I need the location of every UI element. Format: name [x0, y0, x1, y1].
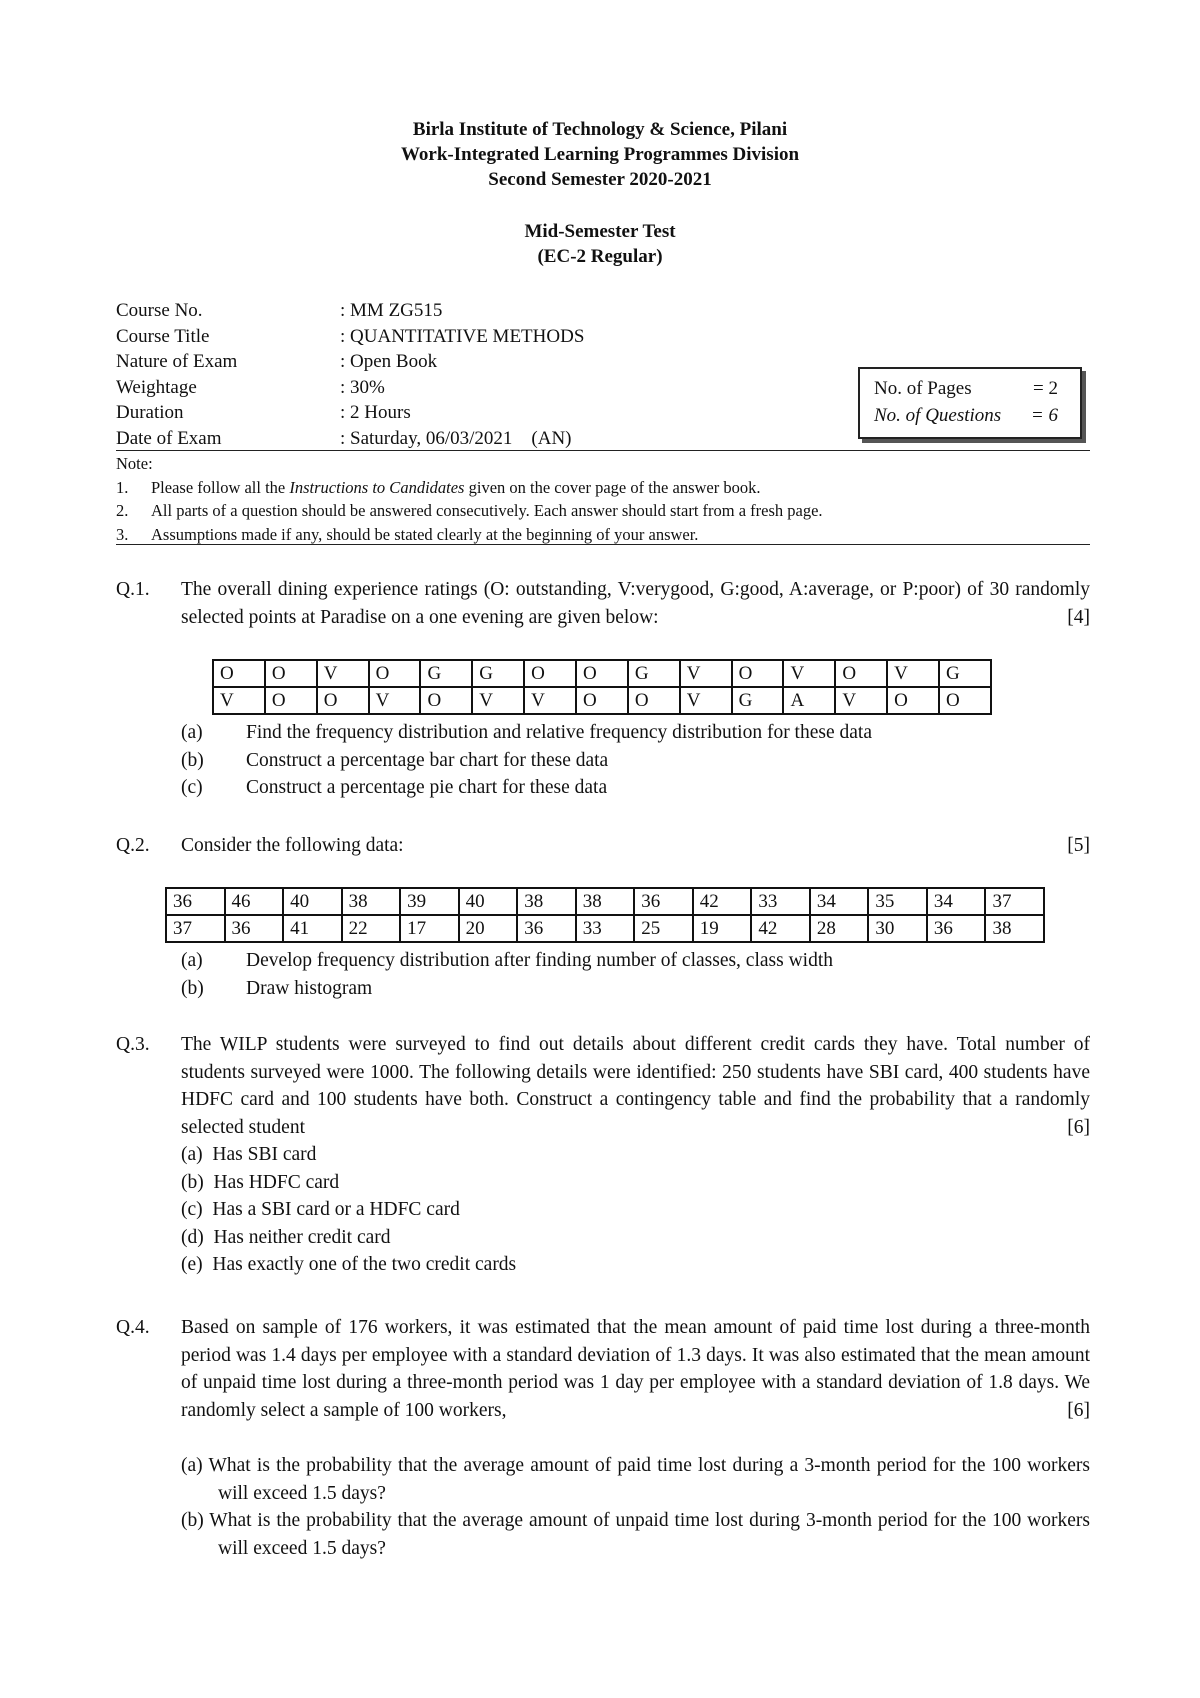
table-cell: 38	[342, 888, 401, 915]
table-cell: V	[524, 687, 576, 714]
table-cell: O	[265, 687, 317, 714]
table-cell: G	[939, 660, 991, 687]
table-cell: O	[265, 660, 317, 687]
sub-part: (d) Has neither credit card	[181, 1226, 391, 1248]
test-type: (EC-2 Regular)	[537, 246, 663, 267]
data-table	[165, 887, 1045, 943]
table-cell: 17	[400, 915, 459, 942]
table-cell: G	[628, 660, 680, 687]
table-cell: 25	[634, 915, 693, 942]
sub-part: (b) Has HDFC card	[181, 1171, 340, 1193]
table-cell: 38	[517, 888, 576, 915]
divider	[116, 544, 1090, 545]
q4-parts	[181, 1452, 1090, 1562]
meta-key: Course No.	[116, 300, 203, 321]
question-marks: [6]	[1067, 1399, 1090, 1421]
table-cell: O	[628, 687, 680, 714]
meta-value: : Open Book	[340, 351, 438, 372]
question-marks: [6]	[1067, 1116, 1090, 1138]
sub-part: (c) Has a SBI card or a HDFC card	[181, 1199, 460, 1220]
table-cell: 38	[576, 888, 635, 915]
table-cell: 37	[166, 915, 225, 942]
meta-key: Course Title	[116, 325, 210, 347]
table-cell: 28	[810, 915, 869, 942]
sub-part: (e) Has exactly one of the two credit cards	[181, 1254, 517, 1275]
table-cell: 40	[459, 888, 518, 915]
meta-key: Date of Exam	[116, 427, 222, 449]
table-cell: G	[472, 660, 524, 687]
table-row	[166, 915, 1044, 942]
table-cell: 46	[225, 888, 284, 915]
notes-title: Note:	[116, 454, 153, 473]
table-cell: O	[420, 687, 472, 714]
question-text: The overall dining experience ratings (O: outstanding, V:verygood, G:good, A:average, or P:poor) of 30 randomly selected points at Paradise on a one evening are given below:	[181, 579, 1090, 628]
table-cell: O	[317, 687, 369, 714]
table-cell: 38	[985, 915, 1044, 942]
table-cell: 22	[342, 915, 401, 942]
question-text: The WILP students were surveyed to find out details about different credit cards they have. Total number of students surveyed were 1000. The following details were identified: 250 students have SBI card, 400 students have HDFC card and 100 students have both. Construct a contingency table and find the probability that a randomly selected student	[181, 1034, 1090, 1138]
test-name: Mid-Semester Test	[524, 221, 676, 242]
note-item: 3. Assumptions made if any, should be stated clearly at the beginning of your answer.	[116, 524, 699, 544]
table-cell: V	[783, 660, 835, 687]
table-row	[213, 687, 991, 714]
table-cell: 36	[166, 888, 225, 915]
table-cell: O	[835, 660, 887, 687]
division-name: Work-Integrated Learning Programmes Division	[400, 144, 800, 165]
table-cell: 33	[576, 915, 635, 942]
table-cell: 30	[868, 915, 927, 942]
table-cell: V	[680, 660, 732, 687]
questions-label: No. of Questions	[874, 405, 1002, 426]
meta-key: Duration	[116, 402, 184, 423]
table-cell: 40	[283, 888, 342, 915]
meta-value: : MM ZG515	[340, 300, 443, 321]
table-cell: 42	[693, 888, 752, 915]
table-cell: 35	[868, 888, 927, 915]
table-cell: O	[939, 687, 991, 714]
sub-part: (c) Construct a percentage pie chart for these data	[181, 777, 608, 798]
pages-value: = 2	[1033, 378, 1058, 399]
table-cell: O	[887, 687, 939, 714]
question-number: Q.1.	[116, 579, 150, 600]
notes	[116, 452, 823, 546]
table-cell: V	[835, 687, 887, 714]
meta-value: : 2 Hours	[340, 402, 411, 423]
question-text: Based on sample of 176 workers, it was estimated that the mean amount of paid time lost during a three-month period was 1.4 days per employee with a standard deviation of 1.3 days. It was also estimated that the mean amount of unpaid time lost during a three-month period was 1 day per employee with a standard deviation of 1.8 days. We randomly select a sample of 100 workers,	[181, 1317, 1090, 1421]
table-cell: O	[576, 687, 628, 714]
sub-part: (a) Find the frequency distribution and relative frequency distribution for these data	[181, 722, 872, 743]
q3-parts	[181, 1141, 1090, 1279]
table-cell: 19	[693, 915, 752, 942]
sub-part: (b) Draw histogram	[181, 977, 373, 999]
table-cell: G	[420, 660, 472, 687]
table-cell: 36	[634, 888, 693, 915]
meta-value: : QUANTITATIVE METHODS	[340, 325, 585, 347]
table-cell: A	[783, 687, 835, 714]
table-cell: 41	[283, 915, 342, 942]
q1-parts	[181, 719, 1090, 802]
table-cell: O	[213, 660, 265, 687]
sub-part: (b) What is the probability that the average amount of unpaid time lost during 3-month period for the 100 workers will exceed 1.5 days?	[181, 1510, 1090, 1559]
sub-part: (a) Has SBI card	[181, 1144, 317, 1165]
table-cell: 39	[400, 888, 459, 915]
table-cell: V	[317, 660, 369, 687]
question-2	[116, 832, 1090, 860]
meta-key: Weightage	[116, 376, 197, 398]
table-cell: V	[472, 687, 524, 714]
table-cell: 42	[751, 915, 810, 942]
question-number: Q.3.	[116, 1034, 150, 1055]
meta-value: : 30%	[340, 376, 385, 398]
pages-questions-box	[858, 367, 1082, 439]
sub-part: (a) Develop frequency distribution after finding number of classes, class width	[181, 950, 834, 971]
note-item: 1. Please follow all the Instructions to Candidates given on the cover page of the answer book.	[116, 477, 761, 497]
table-cell: 20	[459, 915, 518, 942]
table-cell: O	[369, 660, 421, 687]
table-cell: V	[887, 660, 939, 687]
table-cell: 36	[927, 915, 986, 942]
table-cell: O	[524, 660, 576, 687]
note-item: 2. All parts of a question should be answered consecutively. Each answer should start from a fresh page.	[116, 501, 823, 520]
question-text: Consider the following data:	[181, 835, 404, 856]
table-cell: V	[213, 687, 265, 714]
question-3	[116, 1031, 1090, 1141]
divider	[116, 450, 1090, 451]
sub-part: (b) Construct a percentage bar chart for these data	[181, 749, 609, 771]
table-cell: 34	[810, 888, 869, 915]
ratings-table	[212, 659, 992, 715]
question-4	[116, 1314, 1090, 1424]
table-cell: V	[680, 687, 732, 714]
table-cell: O	[576, 660, 628, 687]
sub-part: (a) What is the probability that the average amount of paid time lost during a 3-month period for the 100 workers will exceed 1.5 days?	[181, 1455, 1090, 1504]
institute-name: Birla Institute of Technology & Science, Pilani	[412, 119, 788, 140]
semester: Second Semester 2020-2021	[488, 169, 712, 190]
meta-value: : Saturday, 06/03/2021 (AN)	[340, 427, 572, 449]
q2-parts	[181, 947, 1090, 1002]
table-cell: 36	[517, 915, 576, 942]
question-1	[116, 576, 1090, 631]
question-marks: [5]	[1067, 835, 1090, 856]
question-number: Q.4.	[116, 1317, 150, 1338]
table-cell: G	[732, 687, 784, 714]
table-cell: O	[732, 660, 784, 687]
pages-label: No. of Pages	[874, 378, 972, 399]
table-cell: V	[369, 687, 421, 714]
table-cell: 36	[225, 915, 284, 942]
question-marks: [4]	[1067, 606, 1090, 628]
table-cell: 37	[985, 888, 1044, 915]
question-number: Q.2.	[116, 835, 150, 856]
table-row	[166, 888, 1044, 915]
table-cell: 33	[751, 888, 810, 915]
table-row	[213, 660, 991, 687]
meta-key: Nature of Exam	[116, 351, 238, 372]
table-cell: 34	[927, 888, 986, 915]
questions-value: = 6	[1030, 405, 1058, 426]
